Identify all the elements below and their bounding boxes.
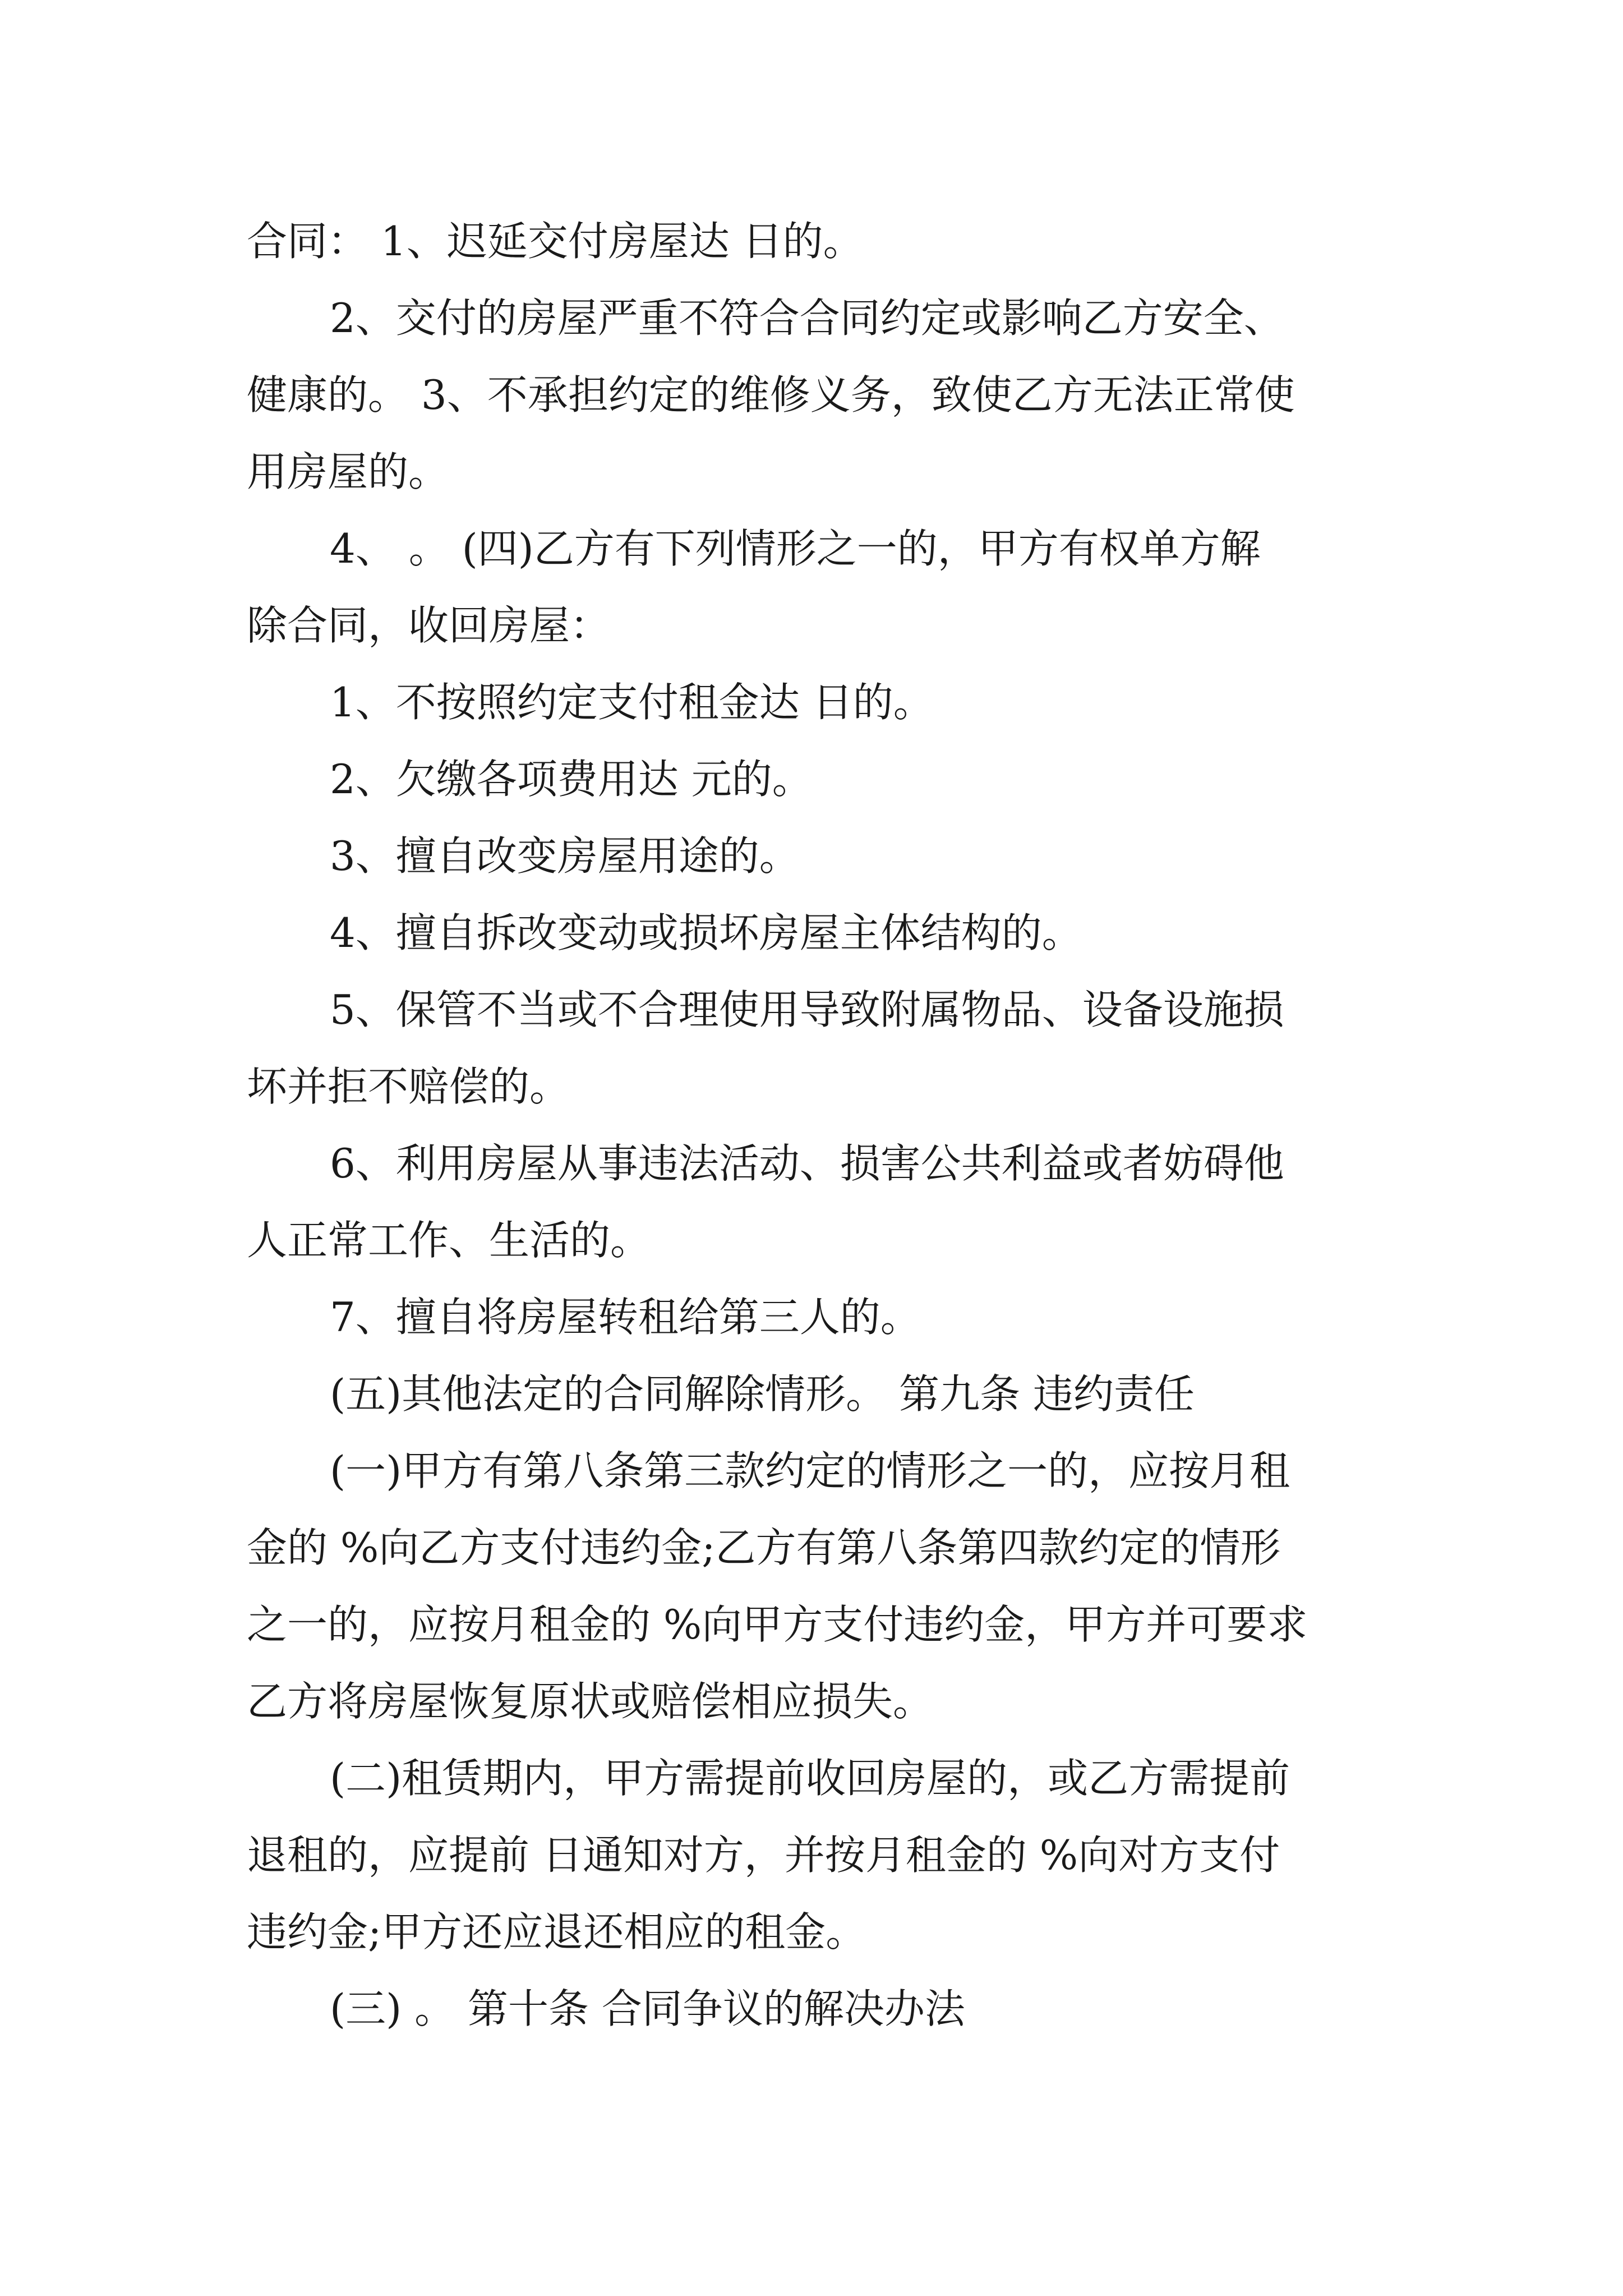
text-line: 5、保管不当或不合理使用导致附属物品、设备设施损	[330, 986, 1284, 1033]
text-line: (二)租赁期内，甲方需提前收回房屋的，或乙方需提前	[330, 1755, 1290, 1802]
text-line: 4、 。 (四)乙方有下列情形之一的，甲方有权单方解	[330, 525, 1261, 572]
text-line: 金的 %向乙方支付违约金;乙方有第八条第四款约定的情形	[247, 1524, 1281, 1571]
text-line: 人正常工作、生活的。	[247, 1217, 651, 1264]
text-line: 6、利用房屋从事违法活动、损害公共利益或者妨碍他	[330, 1140, 1284, 1187]
text-line: 违约金;甲方还应退还相应的租金。	[247, 1908, 866, 1955]
text-line: 合同： 1、迟延交付房屋达 日的。	[247, 218, 864, 265]
text-line: 坏并拒不赔偿的。	[247, 1063, 570, 1110]
document-body	[247, 203, 1391, 2047]
text-line: 退租的，应提前 日通知对方，并按月租金的 %向对方支付	[247, 1832, 1280, 1879]
text-line: 7、擅自将房屋转租给第三人的。	[330, 1294, 921, 1341]
text-line: 3、擅自改变房屋用途的。	[330, 832, 800, 880]
text-line: 2、交付的房屋严重不符合合同约定或影响乙方安全、	[330, 295, 1284, 342]
text-line: 2、欠缴各项费用达 元的。	[330, 756, 813, 803]
text-line: (一)甲方有第八条第三款约定的情形之一的，应按月租	[330, 1447, 1290, 1494]
text-line: 之一的，应按月租金的 %向甲方支付违约金，甲方并可要求	[247, 1601, 1308, 1648]
text-line: (五)其他法定的合同解除情形。 第九条 违约责任	[330, 1370, 1195, 1418]
text-line: 用房屋的。	[247, 448, 449, 495]
text-line: (三) 。 第十条 合同争议的解决办法	[330, 1985, 965, 2032]
text-line: 健康的。 3、不承担约定的维修义务，致使乙方无法正常使	[247, 371, 1295, 418]
text-line: 1、不按照约定支付租金达 日的。	[330, 679, 934, 726]
text-line: 除合同，收回房屋：	[247, 602, 611, 649]
text-line: 乙方将房屋恢复原状或赔偿相应损失。	[247, 1678, 934, 1725]
text-line: 4、擅自拆改变动或损坏房屋主体结构的。	[330, 909, 1082, 956]
